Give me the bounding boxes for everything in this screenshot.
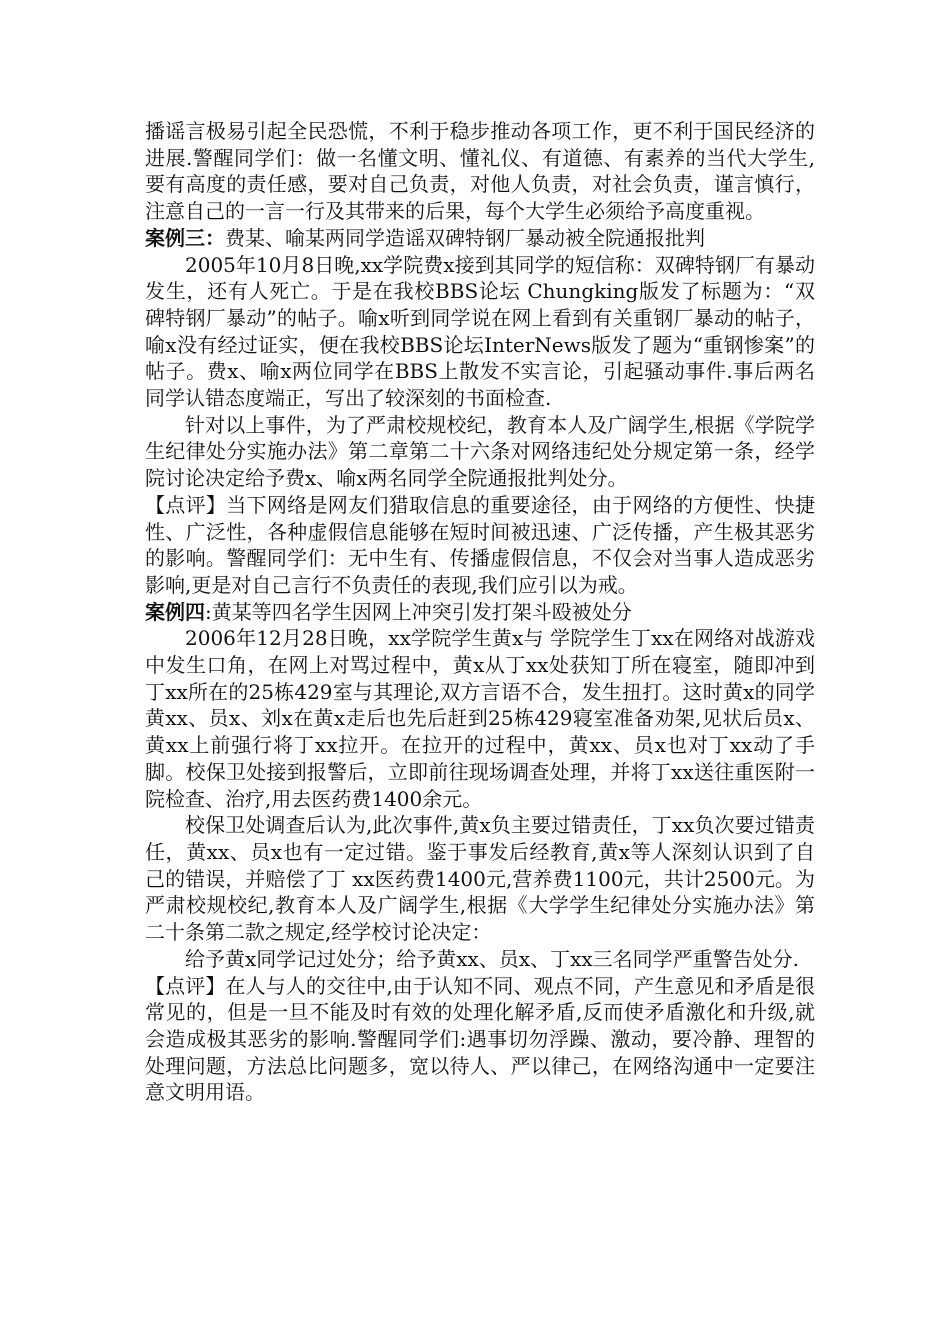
paragraph-intro-warning: 播谣言极易引起全民恐慌，不利于稳步推动各项工作，更不利于国民经济的进展.警醒同学们：做一名懂文明、懂礼仪、有道德、有素养的当代大学生,要有高度的责任感，要对自己负责，对他人负责，对社会负责，谨言慎行，注意自己的一言一行及其带来的后果，每个大学生必须给予高度重视。 <box>145 119 815 224</box>
case-three-title: 费某、喻某两同学造谣双碑特钢厂暴动被全院通报批判 <box>225 225 705 250</box>
case-four-facts: 2006年12月28日晚，xx学院学生黄x与 学院学生丁xx在网络对战游戏中发生口角，在网上对骂过程中，黄x从丁xx处获知丁所在寝室，随即冲到丁xx所在的25栋429室与其理论,双方言语不合，发生扭打。这时黄x的同学黄xx、员x、刘x在黄x走后也先后赶到25栋429寝室准备劝架,见状后员x、黄xx上前强行将丁xx拉开。在拉开的过程中，黄xx、员x也对丁xx动了手脚。校保卫处接到报警后，立即前往现场调查处理，并将丁xx送往重医附一院检查、治疗,用去医药费1400余元。 <box>145 626 815 811</box>
case-three-facts: 2005年10月8日晚,xx学院费x接到其同学的短信称：双碑特钢厂有暴动发生，还有人死亡。于是在我校BBS论坛 Chungking版发了标题为：“双碑特钢厂暴动”的帖子。喻x听到同学说在网上看到有关重钢厂暴动的帖子，喻x没有经过证实，便在我校BBS论坛InterNews版发了题为“重钢惨案”的帖子。费x、喻x两位同学在BBS上散发不实言论，引起骚动事件.事后两名同学认错态度端正，写出了较深刻的书面检查. <box>145 252 815 411</box>
case-four-label: 案例四 <box>145 599 205 624</box>
case-three-decision: 针对以上事件，为了严肃校规校纪，教育本人及广阔学生,根据《学院学生纪律处分实施办法》第二章第二十六条对网络违纪处分规定第一条，经学院讨论决定给予费x、喻x两名同学全院通报批判处分。 <box>145 412 815 491</box>
case-four-comment: 【点评】在人与人的交往中,由于认知不同、观点不同，产生意见和矛盾是很常见的，但是一旦不能及时有效的处理化解矛盾,反而使矛盾激化和升级,就会造成极其恶劣的影响.警醒同学们:遇事切勿浮躁、激动，要冷静、理智的处理问题，方法总比问题多，宽以待人、严以律己，在网络沟通中一定要注意文明用语。 <box>145 973 815 1105</box>
case-four-investigation: 校保卫处调查后认为,此次事件,黄x负主要过错责任，丁xx负次要过错责任，黄xx、员x也有一定过错。鉴于事发后经教育,黄x等人深刻认识到了自己的错误，并赔偿了丁 xx医药费1400元,营养费1100元，共计2500元。为严肃校规校纪,教育本人及广阔学生,根据《大学学生纪律处分实施办法》第二十条第二款之规定,经学校讨论决定： <box>145 813 815 945</box>
case-four-title: :黄某等四名学生因网上冲突引发打架斗殴被处分 <box>205 599 632 624</box>
case-four-heading <box>145 599 815 626</box>
case-three-comment: 【点评】当下网络是网友们猎取信息的重要途径，由于网络的方便性、快捷性、广泛性，各种虚假信息能够在短时间被迅速、广泛传播，产生极其恶劣的影响。警醒同学们：无中生有、传播虚假信息，不仅会对当事人造成恶劣影响,更是对自己言行不负责任的表现,我们应引以为戒。 <box>145 492 815 597</box>
case-three-label: 案例三： <box>145 225 225 250</box>
case-three-heading <box>145 225 815 252</box>
case-four-decision: 给予黄x同学记过处分；给予黄xx、员x、丁xx三名同学严重警告处分. <box>185 946 800 971</box>
document-page <box>145 118 815 1106</box>
